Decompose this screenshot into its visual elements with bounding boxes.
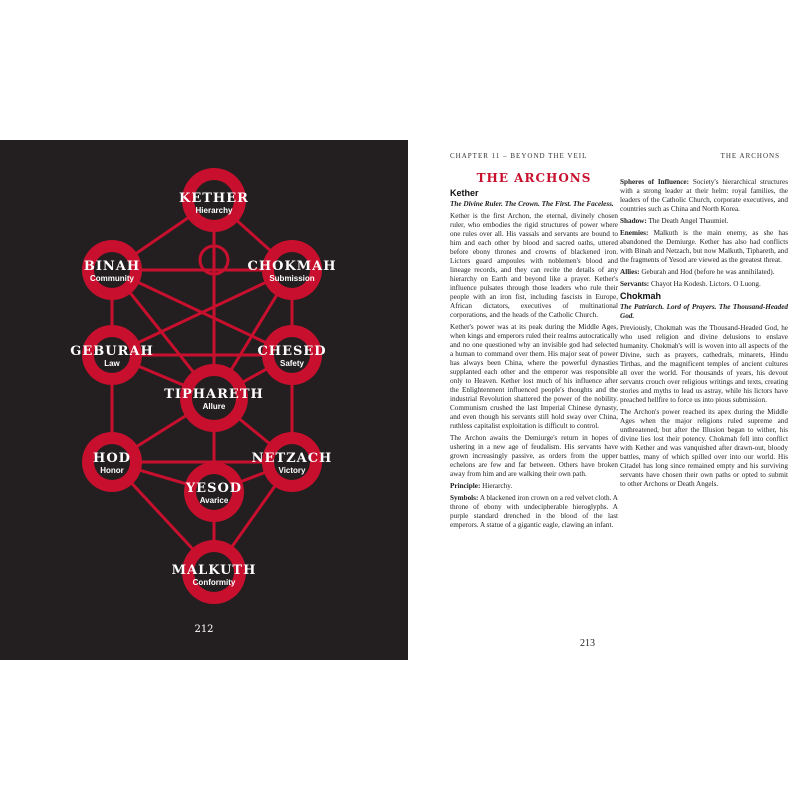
node-virtue: Safety bbox=[279, 359, 304, 368]
chokmah-paragraph: The Archon's power reached its apex during the Middle Ages when the major religions ruled supreme and unthreatened, but after the Illusion began to wither, his divine lies lost their potency. Chokmah fell into conflict with Kether and was vanquished after drawn-out, bloody battles, many of which spilled over into our world. His Citadel has long since remained empty and his surviving servants have chosen their own paths or opted to submit to other Archons or Death Angels. bbox=[620, 408, 788, 488]
section-title: THE ARCHONS bbox=[476, 171, 592, 185]
left-page bbox=[0, 140, 408, 660]
kether-paragraph: Kether's power was at its peak during the Middle Ages, when kings and emperors ruled their realms autocratically and no one questioned why an invisible god had selected a human to command over them. His major seat of power has always been China, where the powerful dynasties supplanted each other and the emperor was responsible only to Heaven. Kether lost much of his influence after the Enlightenment influenced people's thoughts and the industrial Revolution shattered the power of the nobility. Communism crushed the last Imperial Chinese dynasty, and even though his servants still hold sway over China, ruthless capitalist exploitation is difficult to control. bbox=[450, 323, 618, 430]
node-chokmah bbox=[232, 260, 352, 284]
field-label: Spheres of Influence: bbox=[620, 178, 690, 186]
node-name: KETHER bbox=[179, 191, 249, 206]
field-value: Hierarchy. bbox=[482, 482, 513, 490]
chokmah-epithet: The Patriarch. Lord of Prayers. The Thousand-Headed God. bbox=[620, 303, 788, 320]
right-page bbox=[408, 140, 800, 660]
node-virtue: Hierarchy bbox=[195, 206, 233, 215]
node-virtue: Avarice bbox=[199, 496, 229, 505]
node-name: HOD bbox=[93, 451, 131, 466]
gear-centers bbox=[94, 180, 310, 592]
kether-shadow bbox=[620, 217, 788, 226]
kether-principle bbox=[450, 482, 618, 491]
node-chesed bbox=[232, 345, 352, 369]
field-label: Principle: bbox=[450, 482, 481, 490]
running-head-chapter: CHAPTER 11 – BEYOND THE VEIL bbox=[450, 152, 588, 160]
node-name: CHOKMAH bbox=[247, 259, 337, 274]
node-geburah bbox=[52, 345, 172, 369]
kether-symbols bbox=[450, 494, 618, 530]
page-number-right: 213 bbox=[580, 638, 595, 649]
book-spread bbox=[0, 140, 800, 660]
node-virtue: Law bbox=[104, 359, 120, 368]
node-netzach bbox=[232, 452, 352, 476]
chokmah-heading: Chokmah bbox=[620, 291, 662, 301]
field-label: Shadow: bbox=[620, 217, 647, 225]
kether-spheres bbox=[620, 178, 788, 214]
field-label: Servants: bbox=[620, 280, 650, 288]
field-value: A blackened iron crown on a red velvet cloth. A throne of ebony with undecipherable hieroglyphs. A purple standard drenched in the blood of the last emperors. A statue of a gigantic eagle, clawing an infant. bbox=[450, 494, 618, 529]
field-label: Enemies: bbox=[620, 229, 649, 237]
kether-paragraph: Kether is the first Archon, the eternal, divinely chosen ruler, who embodies the rigid structures of power where one rules over all. His vassals and servants are bound to him and each other by blood and sacred oaths, uttered before ebony thrones and crowns of blackened iron. Lictors guard ampoules with noblemen's blood and lineage records, and they can recite the details of any hierarchy on Earth and beyond like a prayer. Kether's influence pulsates through those leaders who rule their people with an iron fist, including fascists in Europe, African dictators, executives of multinational corporations, and the heads of the Catholic Church. bbox=[450, 212, 618, 319]
field-value: Society's hierarchical structures with a strong leader at their helm: royal families, the leaders of the Catholic Church, corporate executives, and countries such as China and North Korea. bbox=[620, 178, 788, 213]
node-virtue: Honor bbox=[100, 466, 124, 475]
node-malkuth bbox=[154, 564, 274, 588]
field-value: Malkuth is the main enemy, as she has abandoned the Demiurge. Kether has also had conflicts with Binah and Netzach, but now Malkuth, Tiphareth, and the fragments of Yesod are viewed as the greatest threat. bbox=[620, 229, 788, 264]
node-binah bbox=[52, 260, 172, 284]
node-kether bbox=[154, 192, 274, 216]
kether-epithet: The Divine Ruler. The Crown. The First. The Faceless. bbox=[450, 200, 614, 208]
page-number-left: 212 bbox=[194, 624, 214, 635]
node-name: YESOD bbox=[185, 481, 243, 496]
field-value: The Death Angel Thaumiel. bbox=[648, 217, 729, 225]
column-right bbox=[620, 178, 788, 492]
node-name: TIPHARETH bbox=[164, 387, 264, 402]
running-head-section: THE ARCHONS bbox=[720, 152, 780, 160]
node-virtue: Submission bbox=[269, 274, 315, 283]
node-name: MALKUTH bbox=[171, 563, 257, 578]
chokmah-paragraph: Previously, Chokmah was the Thousand-Headed God, he who used religion and divine delusions to enslave humanity. Chokmah's will is woven into all aspects of the Divine, such as prayers, cathedrals, minarets, Hindu Tirthas, and the magnificent temples of ancient cultures all over the world. For thousands of years, his devout servants crouch over religious writings and texts, creating stories and myths to lead us astray, while his lictors have preached hellfire to force us into pious submission. bbox=[620, 324, 788, 404]
field-value: Geburah and Hod (before he was annihilated). bbox=[641, 268, 775, 276]
node-virtue: Victory bbox=[278, 466, 306, 475]
node-virtue: Community bbox=[90, 274, 134, 283]
kether-heading: Kether bbox=[450, 188, 479, 198]
node-name: CHESED bbox=[257, 344, 327, 359]
kether-paragraph: The Archon awaits the Demiurge's return in hopes of ushering in a new age of feudalism. His servants have grown increasingly passive, as orders from the upper echelons are few and far between. Others have broken away from him and are walking their own path. bbox=[450, 434, 618, 478]
node-name: NETZACH bbox=[251, 451, 333, 466]
node-name: BINAH bbox=[83, 259, 141, 274]
node-virtue: Allure bbox=[202, 402, 226, 411]
node-hod bbox=[52, 452, 172, 476]
field-value: Chayot Ha Kodesh. Lictors. O Luong. bbox=[650, 280, 761, 288]
node-virtue: Conformity bbox=[192, 578, 236, 587]
column-left bbox=[450, 171, 618, 533]
node-yesod bbox=[154, 482, 274, 506]
node-name: GEBURAH bbox=[70, 344, 154, 359]
kether-servants bbox=[620, 280, 788, 289]
field-label: Allies: bbox=[620, 268, 640, 276]
node-tiphareth bbox=[154, 388, 274, 412]
kether-allies bbox=[620, 268, 788, 277]
kether-enemies bbox=[620, 229, 788, 265]
field-label: Symbols: bbox=[450, 494, 479, 502]
